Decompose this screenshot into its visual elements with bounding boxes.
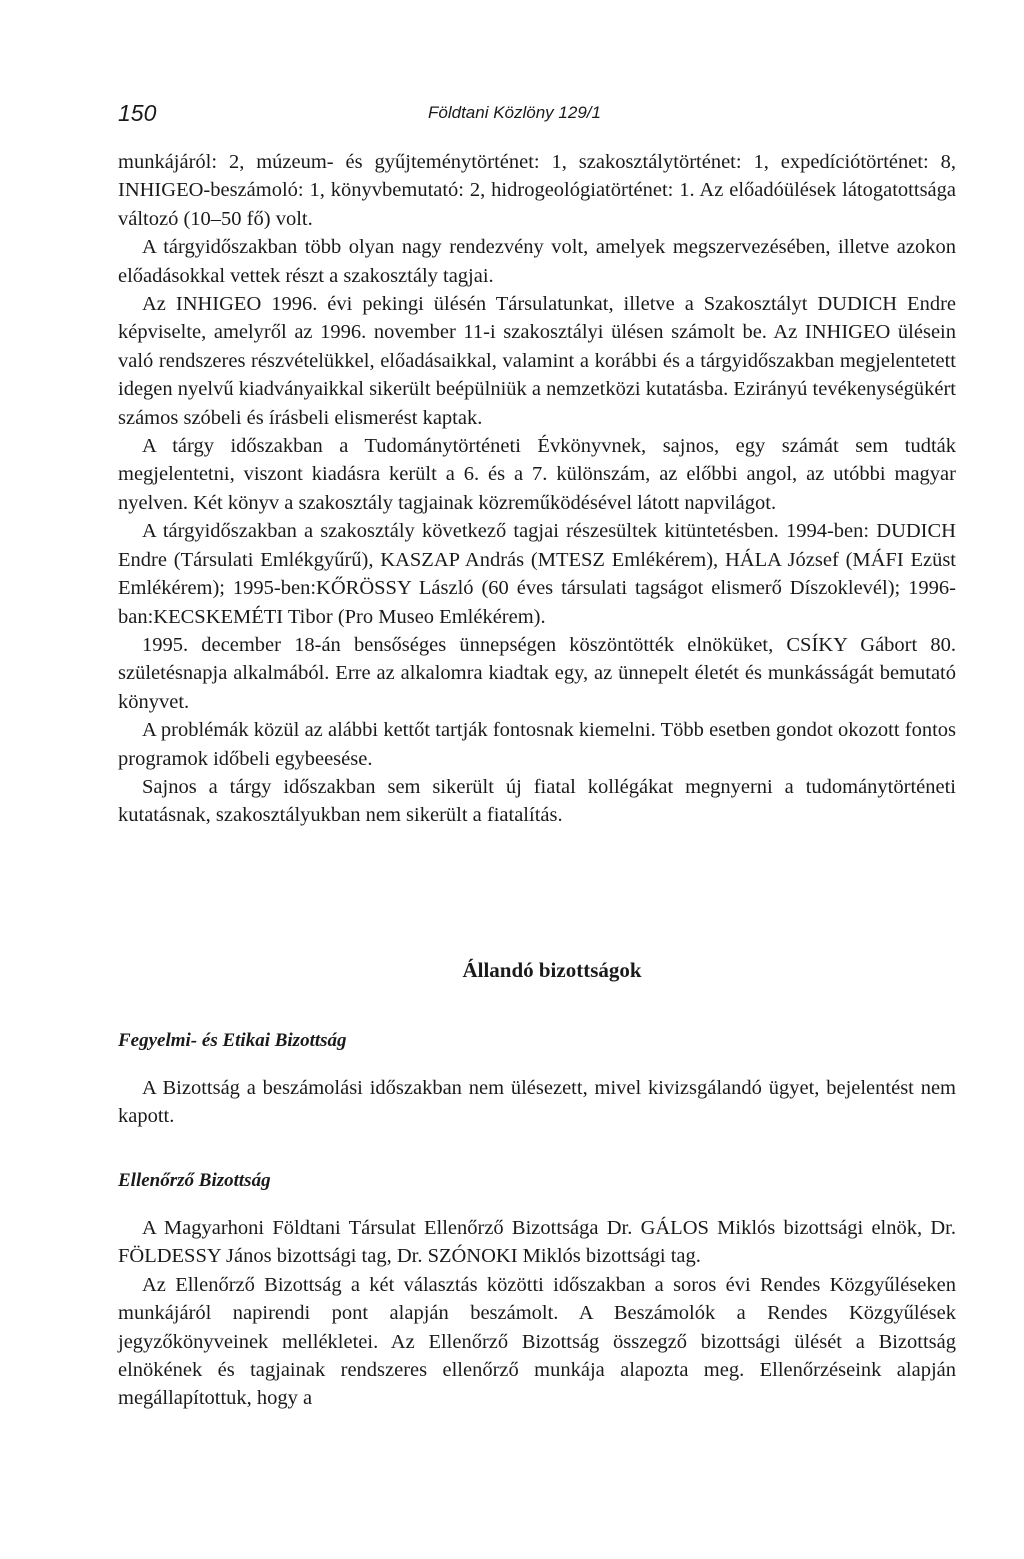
- fegyelmi-text: [118, 1074, 956, 1131]
- paragraph: A tárgyidőszakban a szakosztály következő tagjai részesültek kitüntetésben. 1994-ben: DUDICH Endre (Társulati Emlékgyűrű), KASZAP András (MTESZ Emlékérem), HÁLA József (MÁFI Ezüst Emlékérem); 1995-ben:KŐRÖSSY László (60 éves társulati tagságot elismerő Díszoklevél); 1996-ban:KECSKEMÉTI Tibor (Pro Museo Emlékérem).: [118, 520, 956, 628]
- paragraph: A problémák közül az alábbi kettőt tartják fontosnak kiemelni. Több esetben gondot okozott fontos programok időbeli egybeesése.: [118, 719, 956, 770]
- ellenorzo-text: [118, 1214, 956, 1413]
- paragraph: Sajnos a tárgy időszakban sem sikerült új fiatal kollégákat megnyerni a tudománytörténeti kutatásnak, szakosztályukban nem sikerült a fiatalítás.: [118, 775, 956, 827]
- paragraph: A tárgy időszakban a Tudománytörténeti Évkönyvnek, sajnos, egy számát sem tudták megjelentetni, viszont kiadásra került a 6. és a 7. különszám, az előbbi angol, az utóbbi magyar nyelven. Két könyv a szakosztály tagjainak közreműködésével látott napvilágot.: [118, 435, 956, 514]
- paragraph: A Magyarhoni Földtani Társulat Ellenőrző Bizottsága Dr. GÁLOS Miklós bizottsági elnök, Dr. FÖLDESSY János bizottsági tag, Dr. SZÓNOKI Miklós bizottsági tag.: [118, 1217, 956, 1268]
- paragraph: Az INHIGEO 1996. évi pekingi ülésén Társulatunkat, illetve a Szakosztályt DUDICH Endre képviselte, amelyről az 1996. november 11-i szakosztályi ülésen számolt be. Az INHIGEO ülésein való rendszeres részvételükkel, előadásaikkal, valamint a korábbi és a tárgyidőszakban megjelentetett idegen nyelvű kiadványaikkal sikerült beépülniük a nemzetközi kutatásba. Ezirányú tevékenységükért számos szóbeli és írásbeli elismerést kaptak.: [118, 293, 956, 429]
- paragraph: A Bizottság a beszámolási időszakban nem ülésezett, mivel kivizsgálandó ügyet, bejelentést nem kapott.: [118, 1077, 956, 1128]
- subsection-title-ellenorzo: Ellenőrző Bizottság: [118, 1170, 271, 1191]
- subsection-title-fegyelmi: Fegyelmi- és Etikai Bizottság: [118, 1030, 347, 1051]
- page-header: [118, 100, 956, 130]
- szakosztaly-report-text: [118, 148, 956, 830]
- paragraph: Az Ellenőrző Bizottság a két választás közötti időszakban a soros évi Rendes Közgyűléseken munkájáról napirendi pont alapján beszámolt. A Beszámolók a Rendes Közgyűlések jegyzőkönyveinek mellékletei. Az Ellenőrző Bizottság összegző bizottsági ülését a Bizottság elnökének és tagjainak rendszeres ellenőrző munkája alapozta meg. Ellenőrzéseink alapján megállapítottuk, hogy a: [118, 1273, 956, 1410]
- section-heading: Állandó bizottságok: [462, 958, 642, 982]
- paragraph: munkájáról: 2, múzeum- és gyűjteménytörténet: 1, szakosztálytörténet: 1, expedíciótörténet: 8, INHIGEO-beszámoló: 1, könyvbemutató: 2, hidrogeológiatörténet: 1. Az előadóülések látogatottsága változó (10–50 fő) volt.: [118, 151, 956, 230]
- page-number: 150: [118, 100, 157, 126]
- paragraph: A tárgyidőszakban több olyan nagy rendezvény volt, amelyek megszervezésében, illetve azokon előadásokkal vettek részt a szakosztály tagjai.: [118, 236, 956, 287]
- paragraph: 1995. december 18-án bensőséges ünnepségen köszöntötték elnöküket, CSÍKY Gábort 80. születésnapja alkalmából. Erre az alkalomra kiadtak egy, az ünnepelt életét és munkásságát bemutató könyvet.: [118, 633, 956, 713]
- running-title: Földtani Közlöny 129/1: [428, 103, 601, 122]
